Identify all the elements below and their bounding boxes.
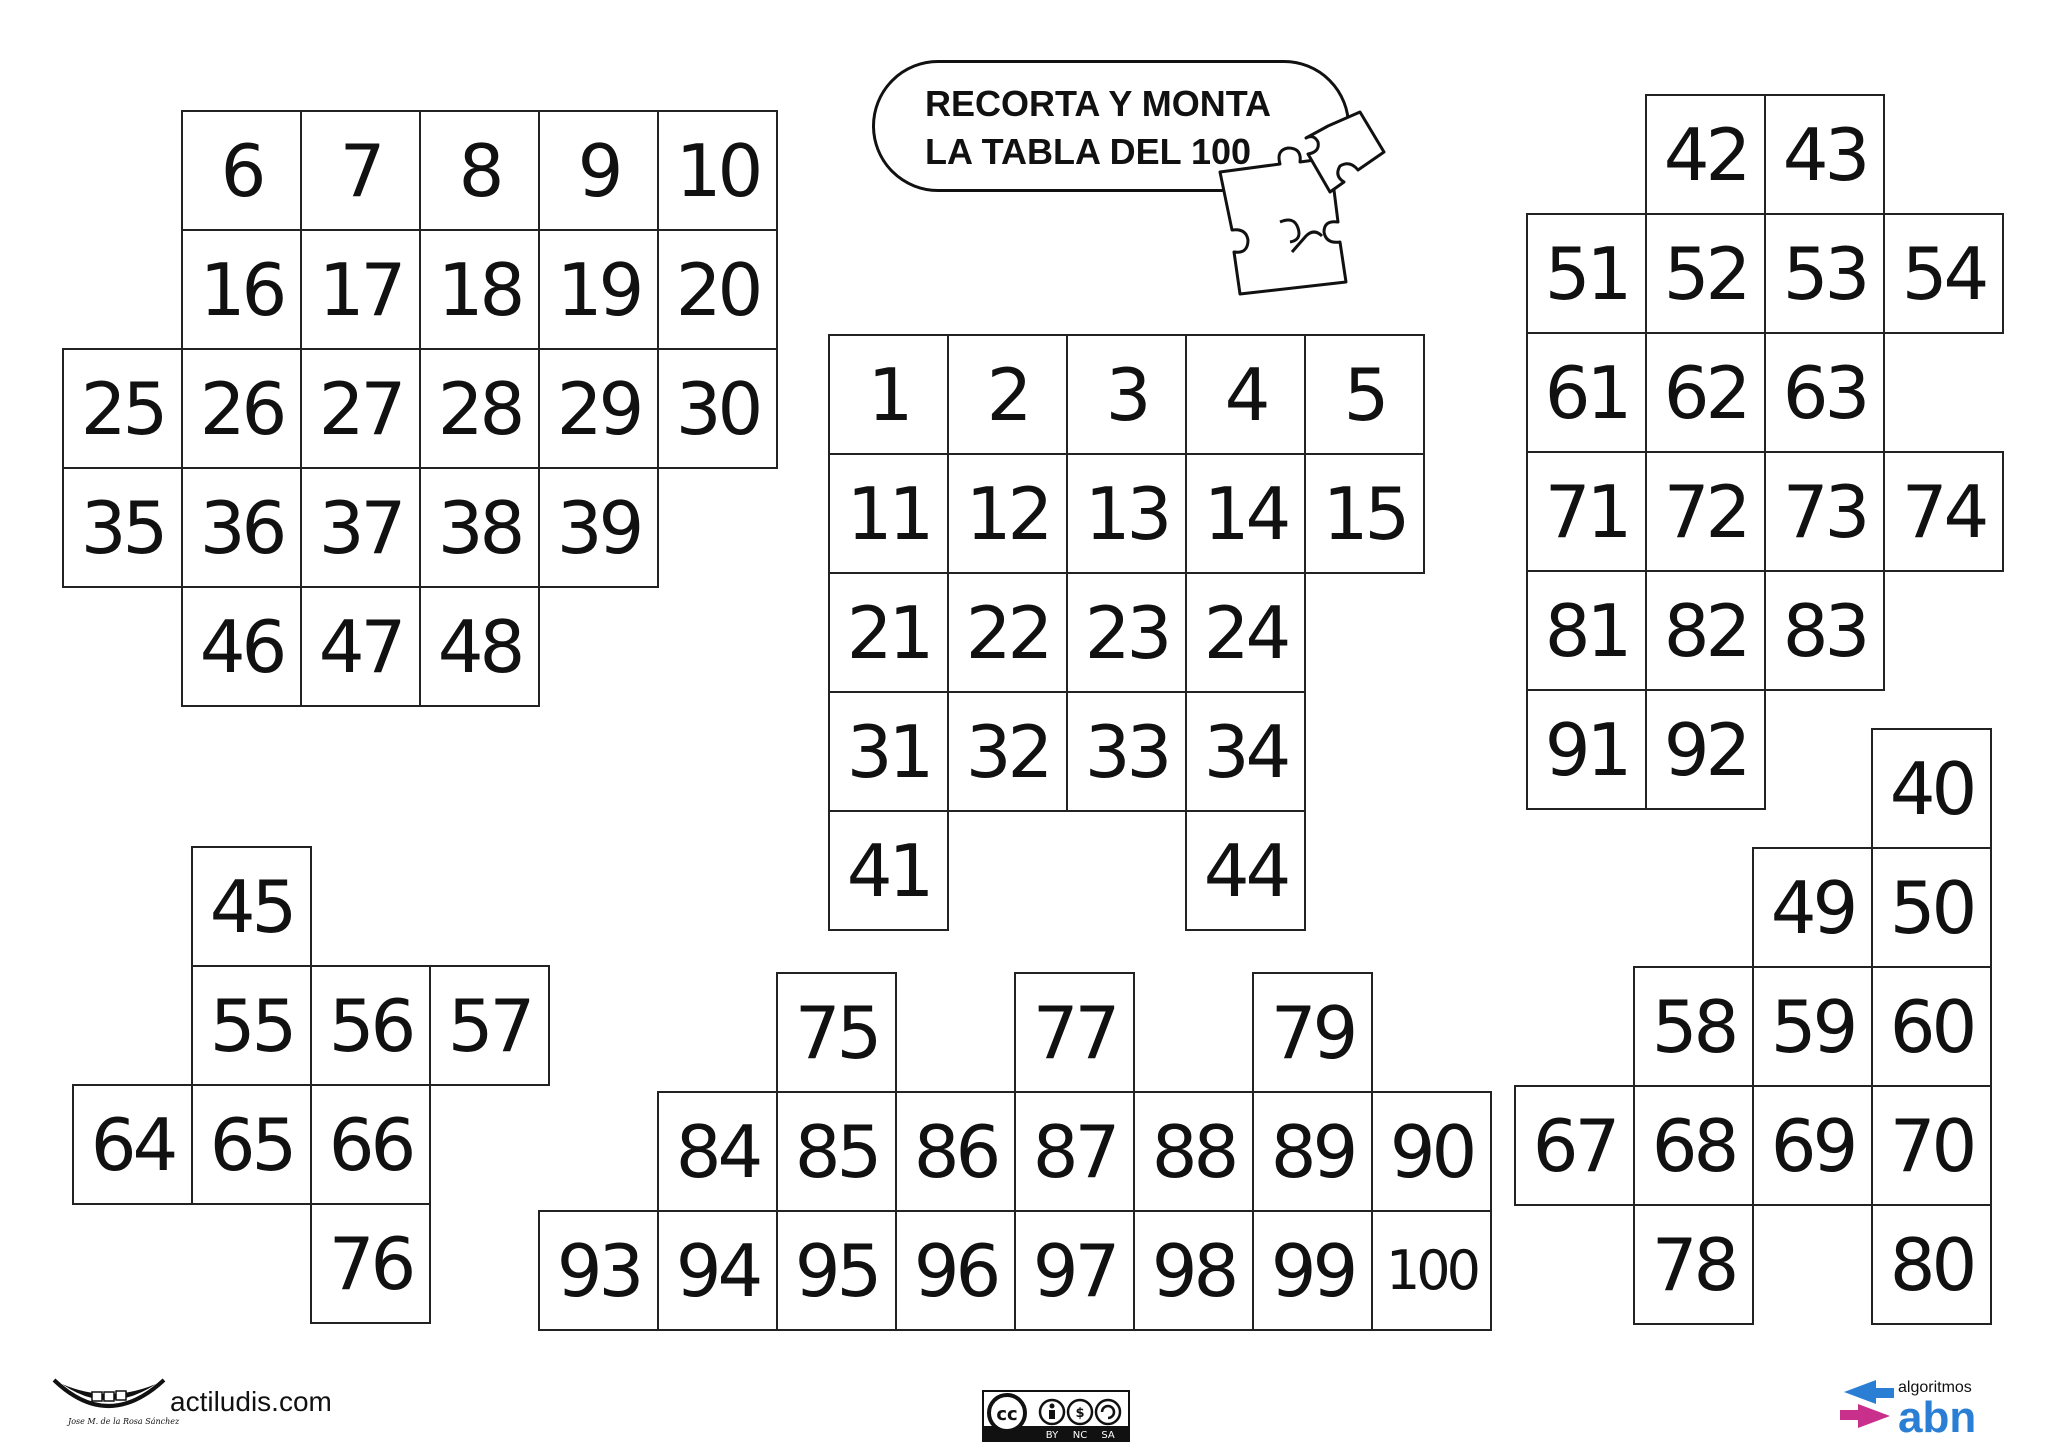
number-cell-3: 3 — [1066, 334, 1187, 455]
puzzle-icon — [1210, 112, 1390, 302]
number-cell-99: 99 — [1252, 1210, 1373, 1331]
number-cell-50: 50 — [1871, 847, 1992, 968]
number-cell-85: 85 — [776, 1091, 897, 1212]
number-cell-2: 2 — [947, 334, 1068, 455]
title-line-2: LA TABLA DEL 100 — [925, 131, 1252, 172]
brand-top-text: algoritmos — [1898, 1379, 1972, 1396]
number-cell-24: 24 — [1185, 572, 1306, 693]
number-cell-71: 71 — [1526, 451, 1647, 572]
number-cell-37: 37 — [300, 467, 421, 588]
number-cell-40: 40 — [1871, 728, 1992, 849]
number-cell-54: 54 — [1883, 213, 2004, 334]
number-cell-30: 30 — [657, 348, 778, 469]
number-cell-63: 63 — [1764, 332, 1885, 453]
cc-license-icon — [982, 1390, 1130, 1442]
number-cell-55: 55 — [191, 965, 312, 1086]
number-cell-51: 51 — [1526, 213, 1647, 334]
number-cell-60: 60 — [1871, 966, 1992, 1087]
number-cell-38: 38 — [419, 467, 540, 588]
number-cell-68: 68 — [1633, 1085, 1754, 1206]
number-cell-90: 90 — [1371, 1091, 1492, 1212]
number-cell-70: 70 — [1871, 1085, 1992, 1206]
number-cell-12: 12 — [947, 453, 1068, 574]
number-cell-92: 92 — [1645, 689, 1766, 810]
license-sa: SA — [1101, 1430, 1115, 1441]
number-cell-45: 45 — [191, 846, 312, 967]
number-cell-13: 13 — [1066, 453, 1187, 574]
number-cell-52: 52 — [1645, 213, 1766, 334]
number-cell-21: 21 — [828, 572, 949, 693]
number-cell-28: 28 — [419, 348, 540, 469]
title-line-1: RECORTA Y MONTA — [925, 83, 1272, 124]
number-cell-79: 79 — [1252, 972, 1373, 1093]
brand-main-text: abn — [1898, 1393, 1977, 1442]
number-cell-20: 20 — [657, 229, 778, 350]
number-cell-25: 25 — [62, 348, 183, 469]
number-cell-69: 69 — [1752, 1085, 1873, 1206]
number-cell-82: 82 — [1645, 570, 1766, 691]
number-cell-76: 76 — [310, 1203, 431, 1324]
number-cell-74: 74 — [1883, 451, 2004, 572]
number-cell-72: 72 — [1645, 451, 1766, 572]
number-cell-23: 23 — [1066, 572, 1187, 693]
number-cell-17: 17 — [300, 229, 421, 350]
number-cell-8: 8 — [419, 110, 540, 231]
svg-text:$: $ — [1075, 1406, 1085, 1421]
number-cell-65: 65 — [191, 1084, 312, 1205]
number-cell-100: 100 — [1371, 1210, 1492, 1331]
number-cell-33: 33 — [1066, 691, 1187, 812]
number-cell-47: 47 — [300, 586, 421, 707]
number-cell-43: 43 — [1764, 94, 1885, 215]
number-cell-96: 96 — [895, 1210, 1016, 1331]
license-by: BY — [1045, 1430, 1059, 1441]
number-cell-56: 56 — [310, 965, 431, 1086]
number-cell-9: 9 — [538, 110, 659, 231]
number-cell-61: 61 — [1526, 332, 1647, 453]
number-cell-32: 32 — [947, 691, 1068, 812]
number-cell-31: 31 — [828, 691, 949, 812]
number-cell-64: 64 — [72, 1084, 193, 1205]
number-cell-39: 39 — [538, 467, 659, 588]
number-cell-78: 78 — [1633, 1204, 1754, 1325]
number-cell-53: 53 — [1764, 213, 1885, 334]
number-cell-57: 57 — [429, 965, 550, 1086]
site-link[interactable]: actiludis.com — [170, 1386, 332, 1417]
number-cell-73: 73 — [1764, 451, 1885, 572]
number-cell-14: 14 — [1185, 453, 1306, 574]
number-cell-48: 48 — [419, 586, 540, 707]
number-cell-5: 5 — [1304, 334, 1425, 455]
number-cell-10: 10 — [657, 110, 778, 231]
number-cell-91: 91 — [1526, 689, 1647, 810]
number-cell-7: 7 — [300, 110, 421, 231]
author-signature: Jose M. de la Rosa Sánchez — [68, 1417, 180, 1426]
number-cell-27: 27 — [300, 348, 421, 469]
number-cell-98: 98 — [1133, 1210, 1254, 1331]
smile-logo-icon — [48, 1370, 180, 1428]
number-cell-1: 1 — [828, 334, 949, 455]
number-cell-11: 11 — [828, 453, 949, 574]
number-cell-46: 46 — [181, 586, 302, 707]
number-cell-36: 36 — [181, 467, 302, 588]
number-cell-93: 93 — [538, 1210, 659, 1331]
number-cell-62: 62 — [1645, 332, 1766, 453]
number-cell-84: 84 — [657, 1091, 778, 1212]
number-cell-80: 80 — [1871, 1204, 1992, 1325]
number-cell-87: 87 — [1014, 1091, 1135, 1212]
number-cell-94: 94 — [657, 1210, 778, 1331]
number-cell-34: 34 — [1185, 691, 1306, 812]
number-cell-26: 26 — [181, 348, 302, 469]
number-cell-42: 42 — [1645, 94, 1766, 215]
number-cell-4: 4 — [1185, 334, 1306, 455]
license-nc: NC — [1072, 1430, 1088, 1441]
number-cell-44: 44 — [1185, 810, 1306, 931]
number-cell-58: 58 — [1633, 966, 1754, 1087]
number-cell-6: 6 — [181, 110, 302, 231]
number-cell-77: 77 — [1014, 972, 1135, 1093]
number-cell-97: 97 — [1014, 1210, 1135, 1331]
number-cell-18: 18 — [419, 229, 540, 350]
number-cell-22: 22 — [947, 572, 1068, 693]
number-cell-81: 81 — [1526, 570, 1647, 691]
number-cell-86: 86 — [895, 1091, 1016, 1212]
number-cell-59: 59 — [1752, 966, 1873, 1087]
number-cell-49: 49 — [1752, 847, 1873, 968]
number-cell-88: 88 — [1133, 1091, 1254, 1212]
number-cell-75: 75 — [776, 972, 897, 1093]
number-cell-83: 83 — [1764, 570, 1885, 691]
number-cell-41: 41 — [828, 810, 949, 931]
number-cell-66: 66 — [310, 1084, 431, 1205]
svg-text:cc: cc — [996, 1404, 1018, 1425]
number-cell-35: 35 — [62, 467, 183, 588]
number-cell-89: 89 — [1252, 1091, 1373, 1212]
number-cell-29: 29 — [538, 348, 659, 469]
number-cell-15: 15 — [1304, 453, 1425, 574]
number-cell-19: 19 — [538, 229, 659, 350]
number-cell-16: 16 — [181, 229, 302, 350]
number-cell-95: 95 — [776, 1210, 897, 1331]
abn-logo-icon — [1836, 1372, 2016, 1442]
number-cell-67: 67 — [1514, 1085, 1635, 1206]
